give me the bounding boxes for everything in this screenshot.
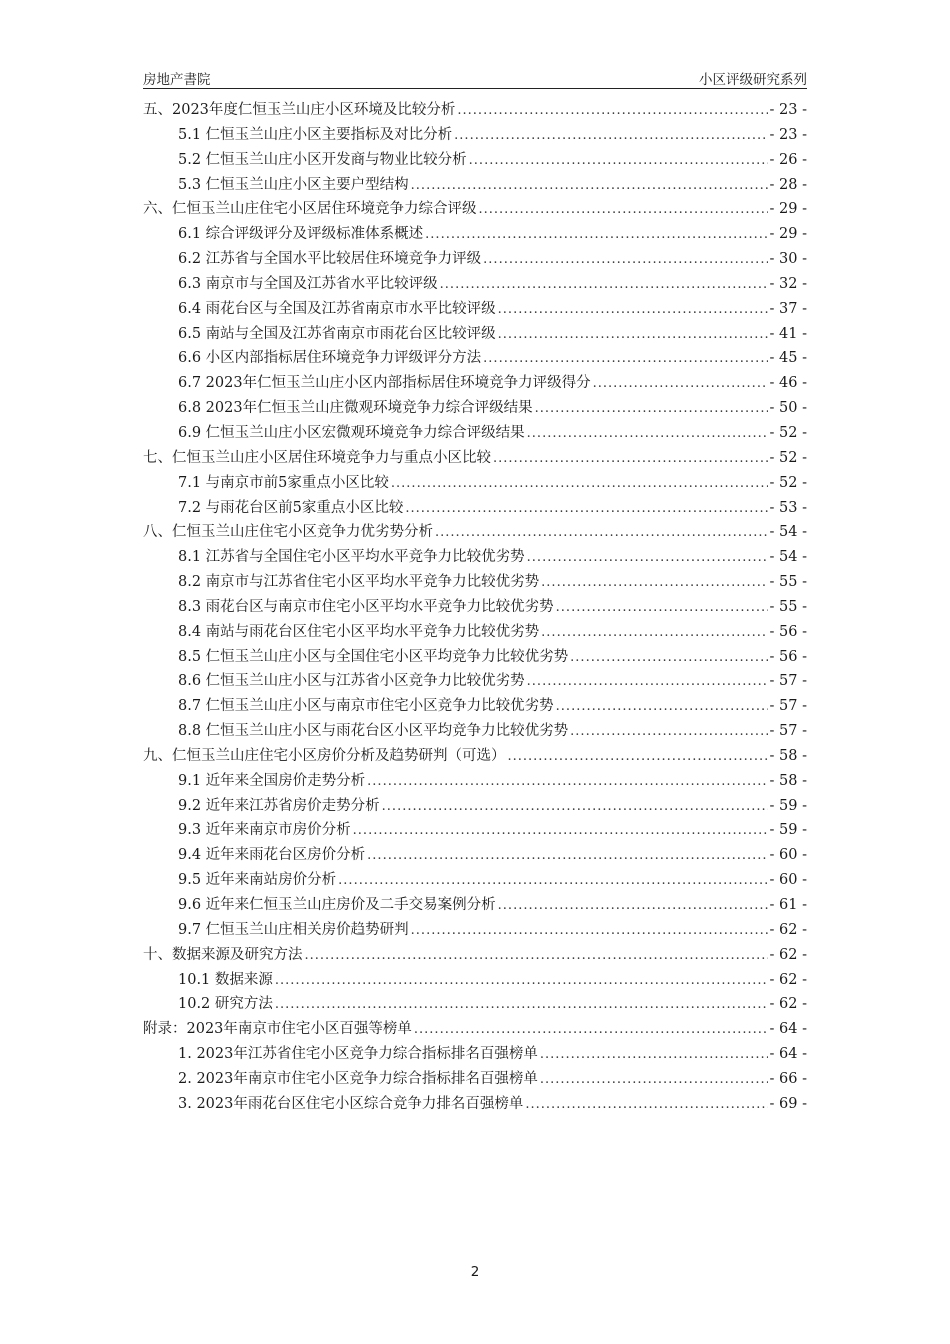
- toc-entry-title: 6.9 仁恒玉兰山庄小区宏微观环境竞争力综合评级结果: [178, 424, 525, 441]
- toc-entry[interactable]: [143, 222, 807, 247]
- toc-leader-dots: [483, 252, 767, 267]
- toc-entry-page: - 56 -: [769, 623, 807, 640]
- toc-entry[interactable]: [143, 719, 807, 744]
- toc-entry[interactable]: [143, 818, 807, 843]
- toc-entry[interactable]: [143, 595, 807, 620]
- toc-entry-page: - 59 -: [769, 797, 807, 814]
- toc-entry-title: 9.2 近年来江苏省房价走势分析: [178, 797, 380, 814]
- toc-entry-title: 9.5 近年来南站房价分析: [178, 872, 337, 889]
- toc-entry[interactable]: [143, 570, 807, 595]
- toc-entry-page: - 23 -: [769, 102, 807, 118]
- toc-entry-title: 8.4 南站与雨花台区住宅小区平均水平竞争力比较优劣势: [178, 623, 540, 640]
- toc-leader-dots: [540, 1072, 768, 1087]
- toc-entry-title: 七、仁恒玉兰山庄小区居住环境竞争力与重点小区比较: [143, 449, 491, 466]
- toc-entry-title: 6.7 2023年仁恒玉兰山庄小区内部指标居住环境竞争力评级得分: [178, 375, 591, 392]
- toc-entry-title: 5.3 仁恒玉兰山庄小区主要户型结构: [178, 176, 409, 193]
- toc-entry-title: 8.1 江苏省与全国住宅小区平均水平竞争力比较优劣势: [178, 549, 525, 566]
- toc-leader-dots: [425, 227, 767, 242]
- toc-entry-page: - 64 -: [769, 1046, 807, 1063]
- toc-entry-page: - 60 -: [769, 872, 807, 889]
- toc-entry[interactable]: [143, 545, 807, 570]
- toc-entry-title: 附录：2023年南京市住宅小区百强等榜单: [143, 1021, 412, 1038]
- toc-entry-page: - 64 -: [769, 1021, 807, 1038]
- toc-leader-dots: [498, 327, 768, 342]
- toc-entry-page: - 62 -: [769, 971, 807, 988]
- toc-entry-title: 六、仁恒玉兰山庄住宅小区居住环境竞争力综合评级: [143, 201, 477, 218]
- toc-entry-page: - 52 -: [769, 424, 807, 441]
- toc-entry-title: 十、数据来源及研究方法: [143, 946, 303, 963]
- page-number: 2: [470, 1264, 480, 1280]
- toc-leader-dots: [353, 823, 768, 838]
- toc-entry[interactable]: [143, 346, 807, 371]
- toc-entry[interactable]: [143, 421, 807, 446]
- toc-entry-page: - 52 -: [769, 474, 807, 491]
- toc-entry-page: - 28 -: [769, 176, 807, 193]
- toc-leader-dots: [391, 476, 768, 491]
- toc-entry[interactable]: [143, 794, 807, 819]
- toc-entry-title: 6.1 综合评级评分及评级标准体系概述: [178, 226, 424, 243]
- toc-entry[interactable]: [143, 396, 807, 421]
- toc-leader-dots: [435, 525, 768, 540]
- toc-leader-dots: [493, 451, 768, 466]
- toc-entry-page: - 23 -: [769, 126, 807, 143]
- toc-entry-title: 10.2 研究方法: [178, 996, 273, 1013]
- toc-leader-dots: [527, 550, 768, 565]
- toc-entry[interactable]: [143, 322, 807, 347]
- toc-entry[interactable]: [143, 943, 807, 968]
- toc-entry-page: - 45 -: [769, 350, 807, 367]
- toc-leader-dots: [405, 501, 767, 516]
- toc-entry-title: 9.6 近年来仁恒玉兰山庄房价及二手交易案例分析: [178, 897, 496, 913]
- toc-leader-dots: [556, 600, 768, 615]
- toc-entry[interactable]: [143, 918, 807, 943]
- toc-leader-dots: [527, 674, 768, 689]
- toc-entry-page: - 46 -: [769, 375, 807, 392]
- toc-entry-title: 6.2 江苏省与全国水平比较居住环境竞争力评级: [178, 251, 482, 268]
- toc-leader-dots: [570, 650, 767, 665]
- toc-entry-page: - 57 -: [769, 673, 807, 690]
- toc-leader-dots: [479, 202, 768, 217]
- toc-entry-title: 6.6 小区内部指标居住环境竞争力评级评分方法: [178, 350, 482, 367]
- toc-entry-page: - 55 -: [769, 574, 807, 591]
- toc-entry-page: - 57 -: [769, 723, 807, 740]
- toc-leader-dots: [593, 376, 768, 391]
- toc-entry-page: - 54 -: [769, 524, 807, 541]
- toc-entry-title: 8.7 仁恒玉兰山庄小区与南京市住宅小区竞争力比较优劣势: [178, 698, 554, 715]
- toc-entry-page: - 60 -: [769, 847, 807, 864]
- toc-entry-title: 5.2 仁恒玉兰山庄小区开发商与物业比较分析: [178, 151, 467, 168]
- toc-leader-dots: [367, 848, 767, 863]
- toc-entry-title: 2. 2023年南京市住宅小区竞争力综合指标排名百强榜单: [178, 1070, 538, 1087]
- toc-leader-dots: [411, 923, 768, 938]
- toc-leader-dots: [498, 898, 768, 913]
- toc-entry[interactable]: [143, 371, 807, 396]
- toc-leader-dots: [535, 401, 768, 416]
- toc-entry-page: - 58 -: [769, 747, 807, 764]
- toc-entry[interactable]: [143, 98, 807, 123]
- toc-entry-page: - 62 -: [769, 921, 807, 938]
- toc-entry[interactable]: [143, 843, 807, 868]
- toc-entry-page: - 32 -: [769, 275, 807, 292]
- toc-entry-title: 6.5 南站与全国及江苏省南京市雨花台区比较评级: [178, 325, 496, 342]
- toc-entry-title: 5.1 仁恒玉兰山庄小区主要指标及对比分析: [178, 126, 453, 143]
- toc-entry-page: - 26 -: [769, 151, 807, 168]
- toc-leader-dots: [556, 699, 768, 714]
- toc-leader-dots: [540, 1047, 768, 1062]
- toc-entry-title: 9.4 近年来雨花台区房价分析: [178, 847, 366, 864]
- toc-entry-page: - 59 -: [769, 822, 807, 839]
- toc-entry[interactable]: [143, 471, 807, 496]
- toc-entry-page: - 29 -: [769, 226, 807, 243]
- toc-entry-title: 9.1 近年来全国房价走势分析: [178, 772, 366, 789]
- header-publisher: 房地产書院: [143, 72, 211, 88]
- toc-leader-dots: [382, 799, 768, 814]
- toc-entry[interactable]: [143, 123, 807, 148]
- toc-entry-title: 9.7 仁恒玉兰山庄相关房价趋势研判: [178, 921, 409, 938]
- toc-leader-dots: [454, 128, 767, 143]
- toc-leader-dots: [469, 153, 768, 168]
- header-series-title: 小区评级研究系列: [699, 72, 807, 88]
- toc-entry-page: - 69 -: [769, 1095, 807, 1112]
- toc-entry[interactable]: [143, 496, 807, 521]
- toc-leader-dots: [414, 1022, 768, 1037]
- toc-leader-dots: [338, 873, 767, 888]
- toc-entry[interactable]: [143, 744, 807, 769]
- toc-leader-dots: [527, 426, 768, 441]
- toc-leader-dots: [541, 575, 767, 590]
- toc-entry[interactable]: [143, 1042, 807, 1067]
- toc-entry-title: 6.3 南京市与全国及江苏省水平比较评级: [178, 275, 438, 292]
- toc-leader-dots: [457, 103, 767, 118]
- toc-entry-page: - 29 -: [769, 201, 807, 218]
- toc-entry-title: 八、仁恒玉兰山庄住宅小区竞争力优劣势分析: [143, 524, 433, 541]
- toc-entry-page: - 53 -: [769, 499, 807, 516]
- toc-leader-dots: [367, 774, 767, 789]
- toc-entry-title: 6.8 2023年仁恒玉兰山庄微观环境竞争力综合评级结果: [178, 400, 533, 417]
- toc-entry-title: 10.1 数据来源: [178, 971, 273, 988]
- toc-entry[interactable]: [143, 769, 807, 794]
- toc-entry[interactable]: [143, 1092, 807, 1117]
- toc-entry-title: 7.2 与雨花台区前5家重点小区比较: [178, 499, 404, 516]
- toc-entry[interactable]: [143, 645, 807, 670]
- toc-entry-title: 8.8 仁恒玉兰山庄小区与雨花台区小区平均竞争力比较优劣势: [178, 723, 569, 740]
- toc-entry[interactable]: [143, 148, 807, 173]
- toc-entry[interactable]: [143, 1067, 807, 1092]
- toc-entry-page: - 61 -: [769, 897, 807, 913]
- toc-entry-page: - 30 -: [769, 251, 807, 268]
- toc-leader-dots: [483, 351, 767, 366]
- toc-entry[interactable]: [143, 197, 807, 222]
- toc-entry-page: - 56 -: [769, 648, 807, 665]
- toc-entry-title: 3. 2023年雨花台区住宅小区综合竞争力排名百强榜单: [178, 1095, 524, 1112]
- toc-leader-dots: [541, 625, 767, 640]
- toc-entry[interactable]: [143, 247, 807, 272]
- toc-entry[interactable]: [143, 893, 807, 918]
- toc-entry[interactable]: [143, 297, 807, 322]
- toc-entry[interactable]: [143, 694, 807, 719]
- toc-leader-dots: [411, 178, 768, 193]
- toc-entry-title: 8.2 南京市与江苏省住宅小区平均水平竞争力比较优劣势: [178, 574, 540, 591]
- toc-leader-dots: [440, 277, 768, 292]
- toc-entry[interactable]: [143, 868, 807, 893]
- toc-entry-page: - 55 -: [769, 598, 807, 615]
- toc-entry-title: 8.6 仁恒玉兰山庄小区与江苏省小区竞争力比较优劣势: [178, 673, 525, 690]
- toc-entry-title: 五、2023年度仁恒玉兰山庄小区环境及比较分析: [143, 102, 456, 118]
- toc-leader-dots: [305, 948, 768, 963]
- toc-entry[interactable]: [143, 992, 807, 1017]
- toc-entry-title: 8.5 仁恒玉兰山庄小区与全国住宅小区平均竞争力比较优劣势: [178, 648, 569, 665]
- toc-leader-dots: [275, 973, 768, 988]
- toc-entry[interactable]: [143, 620, 807, 645]
- toc-entry[interactable]: [143, 968, 807, 993]
- toc-entry-page: - 66 -: [769, 1070, 807, 1087]
- page-header: [143, 66, 807, 89]
- toc-entry-page: - 41 -: [769, 325, 807, 342]
- toc-entry-page: - 57 -: [769, 698, 807, 715]
- toc-entry-title: 7.1 与南京市前5家重点小区比较: [178, 474, 389, 491]
- toc-entry-title: 九、仁恒玉兰山庄住宅小区房价分析及趋势研判（可选）: [143, 747, 506, 764]
- toc-entry[interactable]: [143, 272, 807, 297]
- toc-entry[interactable]: [143, 520, 807, 545]
- toc-entry-page: - 62 -: [769, 996, 807, 1013]
- toc-entry-page: - 52 -: [769, 449, 807, 466]
- toc-leader-dots: [570, 724, 767, 739]
- toc-leader-dots: [498, 302, 768, 317]
- toc-entry-page: - 37 -: [769, 300, 807, 317]
- table-of-contents: [143, 98, 807, 1117]
- toc-entry-title: 1. 2023年江苏省住宅小区竞争力综合指标排名百强榜单: [178, 1046, 538, 1063]
- toc-entry-page: - 54 -: [769, 549, 807, 566]
- toc-entry-title: 6.4 雨花台区与全国及江苏省南京市水平比较评级: [178, 300, 496, 317]
- toc-entry[interactable]: [143, 173, 807, 198]
- toc-entry[interactable]: [143, 446, 807, 471]
- toc-leader-dots: [275, 997, 768, 1012]
- toc-entry-title: 8.3 雨花台区与南京市住宅小区平均水平竞争力比较优劣势: [178, 598, 554, 615]
- toc-entry[interactable]: [143, 669, 807, 694]
- toc-entry-page: - 50 -: [769, 400, 807, 417]
- toc-leader-dots: [525, 1097, 767, 1112]
- toc-entry-page: - 58 -: [769, 772, 807, 789]
- toc-entry[interactable]: [143, 1017, 807, 1042]
- toc-entry-title: 9.3 近年来南京市房价分析: [178, 822, 351, 839]
- toc-entry-page: - 62 -: [769, 946, 807, 963]
- toc-leader-dots: [508, 749, 768, 764]
